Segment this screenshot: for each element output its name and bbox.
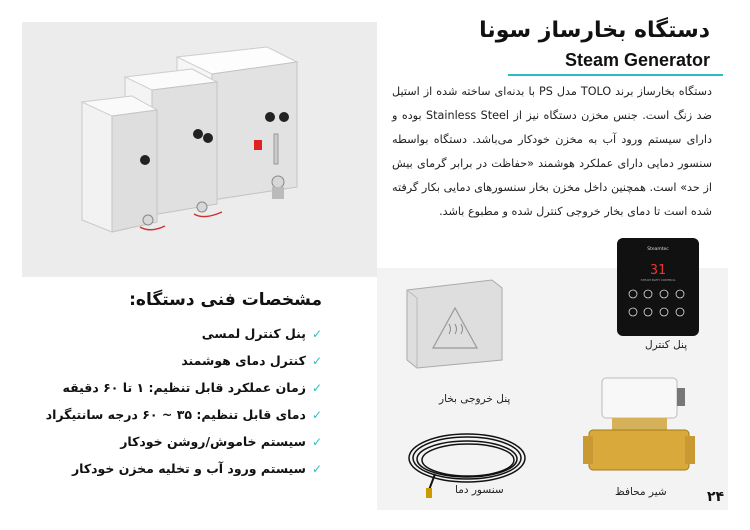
- temperature-sensor-caption: سنسور دما: [455, 484, 504, 496]
- spec-item: ✓ سیستم خاموش/روشن خودکار: [120, 434, 322, 449]
- specs-title: مشخصات فنی دستگاه:: [129, 290, 322, 310]
- page-subtitle: Steam Generator: [564, 50, 710, 70]
- safety-valve-image: [583, 378, 695, 470]
- title-underline: [508, 74, 723, 76]
- steam-outlet-image: [407, 280, 502, 368]
- spec-item: ✓ دمای قابل تنظیم: ۳۵ ~ ۶۰ درجه سانتیگراد: [45, 407, 322, 422]
- check-icon: ✓: [311, 461, 322, 476]
- check-icon: ✓: [311, 434, 322, 449]
- accessories-panel: [377, 247, 728, 510]
- spec-item: ✓ کنترل دمای هوشمند: [181, 353, 322, 368]
- spec-item: ✓ پنل کنترل لمسی: [201, 326, 322, 341]
- check-icon: ✓: [311, 326, 322, 341]
- panel-caption: STEAM BATH CONTROL: [640, 278, 676, 282]
- page-title: دستگاه بخارساز سونا: [479, 18, 710, 43]
- safety-valve-caption: شیر محافظ: [615, 486, 667, 498]
- panel-brand: Steamtec: [647, 247, 669, 252]
- page-number: ۲۴: [707, 489, 725, 505]
- spec-item: ✓ زمان عملکرد قابل تنظیم: ۱ تا ۶۰ دقیقه: [62, 380, 322, 395]
- control-panel-image: [617, 238, 699, 336]
- steam-generator-small-image: [82, 96, 165, 232]
- specs-list: [46, 320, 322, 482]
- panel-display: 31: [650, 263, 666, 278]
- check-icon: ✓: [311, 353, 322, 368]
- control-panel-caption: پنل کنترل: [645, 339, 688, 351]
- spec-item: ✓ سیستم ورود آب و تخلیه مخزن خودکار: [71, 461, 322, 476]
- product-photo: [22, 22, 377, 277]
- check-icon: ✓: [311, 407, 322, 422]
- steam-outlet-caption: پنل خروجی بخار: [439, 393, 511, 405]
- product-description: دستگاه بخارساز برند TOLO مدل PS با بدنه‌ای ساخته شده از استیل ضد زنگ است. جنس مخزن دستگاه نیز از Stainless Steel بوده و دارای سیستم ورود آب به مخزن خودکار می‌باشد. دستگاه بواسطه سنسور دمایی دارای عملکرد هوشمند «حفاظت در برابر گرمای بیش از حد» است. همچنین داخل مخزن بخار سنسورهای دمایی بکار گرفته شده است تا دمای بخار خروجی کنترل شده و مطبوع باشد.: [392, 85, 712, 218]
- check-icon: ✓: [311, 380, 322, 395]
